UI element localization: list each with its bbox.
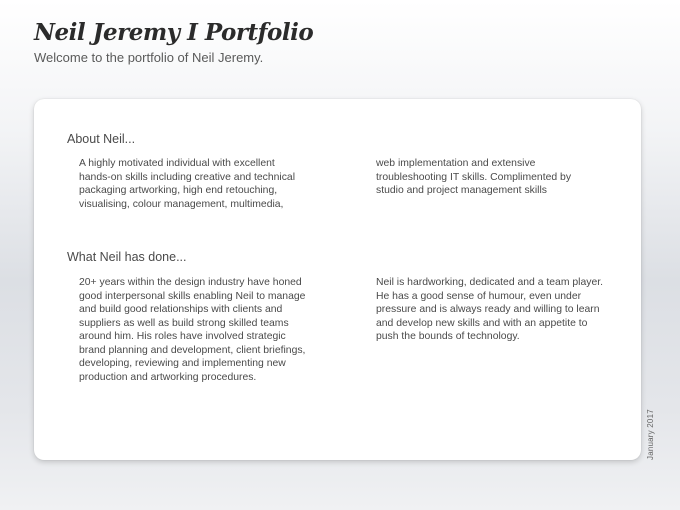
about-heading: About Neil...: [67, 132, 136, 146]
date-label: January 2017: [646, 409, 655, 460]
done-column-right: [376, 276, 603, 344]
text-line: A highly motivated individual with excellent: [79, 158, 275, 169]
text-line: Neil is hardworking, dedicated and a team player.: [376, 277, 603, 288]
text-line: hands-on skills including creative and technical: [79, 171, 296, 183]
content-card: [34, 99, 641, 460]
done-column-left: [79, 276, 305, 384]
text-line: and build good relationships with clients and: [79, 304, 283, 315]
text-line: pressure and is always ready and willing to learn: [376, 304, 600, 315]
text-line: web implementation and extensive: [376, 158, 536, 169]
text-line: production and artworking procedures.: [79, 371, 257, 383]
text-line: developing, reviewing and implementing new: [79, 358, 286, 369]
text-line: packaging artworking, high end retouching,: [79, 185, 278, 196]
page-title: Neil Jeremy I Portfolio: [34, 19, 314, 46]
about-column-right: [376, 157, 571, 198]
text-line: around him. His roles have involved strategic: [79, 331, 286, 342]
text-line: good interpersonal skills enabling Neil to manage: [79, 290, 306, 302]
page-header: [34, 18, 313, 66]
text-line: push the bounds of technology.: [376, 331, 520, 342]
text-line: brand planning and development, client briefings,: [79, 344, 306, 356]
text-line: visualising, colour management, multimedia,: [79, 198, 284, 210]
text-line: and develop new skills and with an appetite to: [376, 317, 588, 329]
about-column-left: [79, 157, 295, 211]
text-line: 20+ years within the design industry have honed: [79, 277, 302, 288]
text-line: studio and project management skills: [376, 185, 547, 196]
text-line: suppliers as well as build strong skilled teams: [79, 317, 289, 329]
page-subtitle: Welcome to the portfolio of Neil Jeremy.: [34, 50, 264, 65]
text-line: He has a good sense of humour, even under: [376, 290, 582, 302]
text-line: troubleshooting IT skills. Complimented by: [376, 171, 572, 183]
done-heading: What Neil has done...: [67, 250, 187, 264]
